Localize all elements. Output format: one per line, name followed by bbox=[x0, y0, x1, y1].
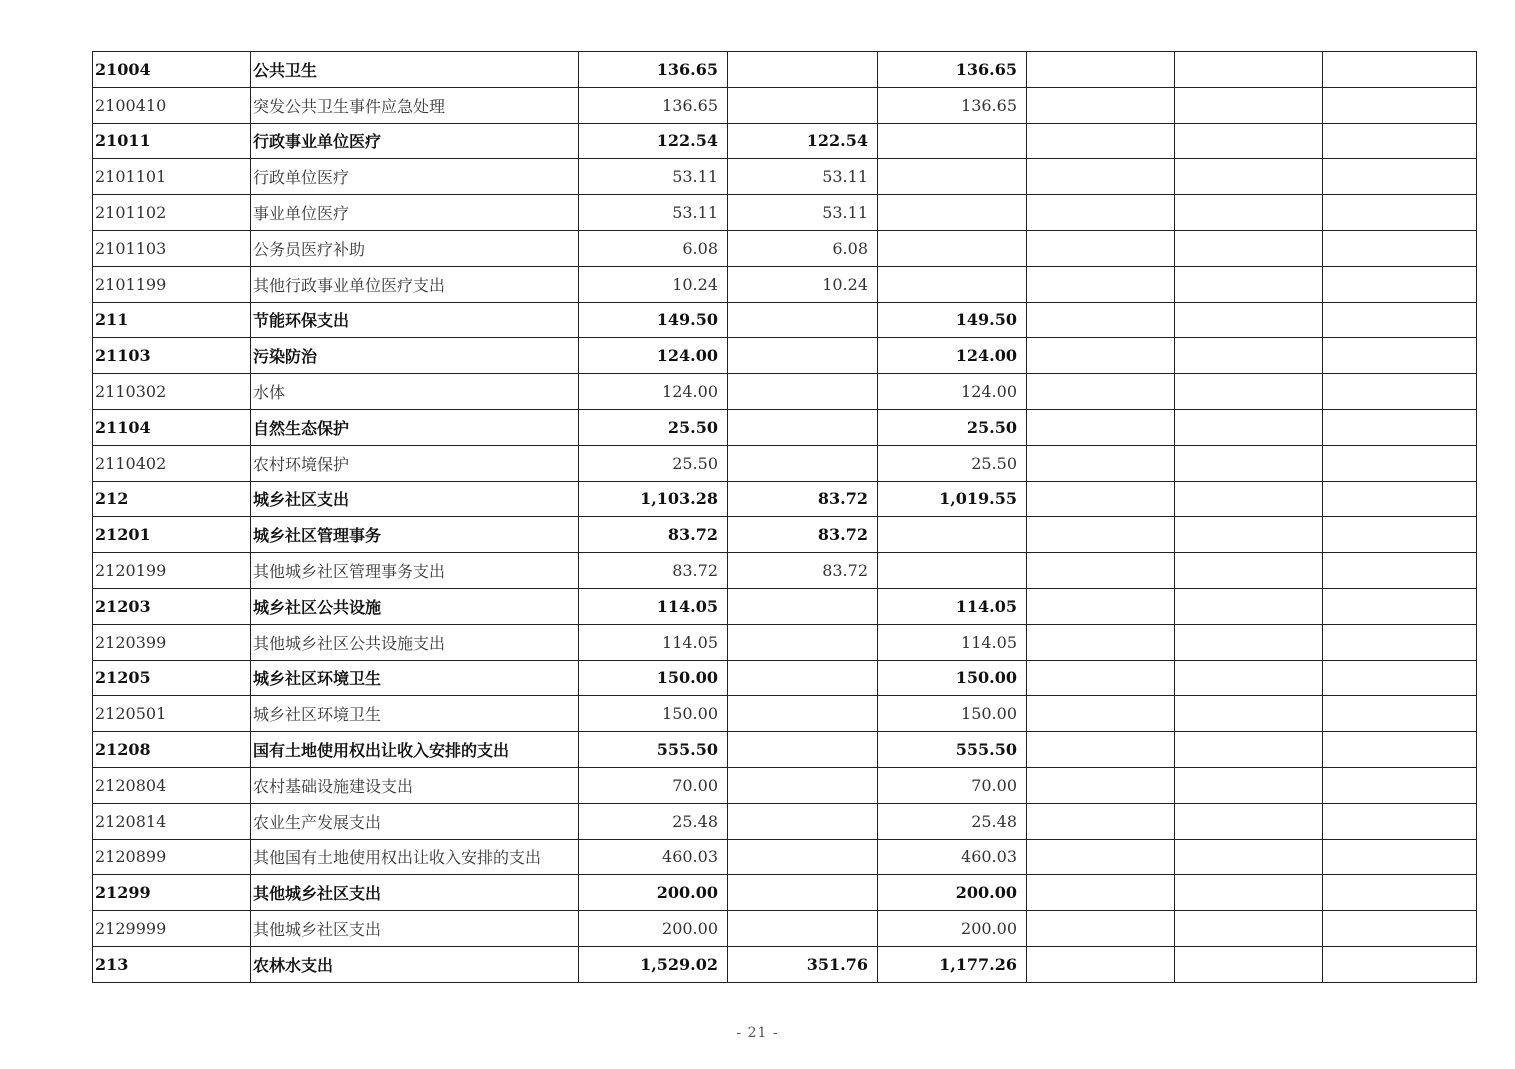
table-row bbox=[93, 624, 1477, 660]
account-code-cell: 2101102 bbox=[93, 195, 251, 231]
column-7-cell bbox=[1175, 195, 1323, 231]
table-row bbox=[93, 875, 1477, 911]
account-name-cell: 公共卫生 bbox=[251, 52, 579, 88]
column-8-cell bbox=[1323, 302, 1477, 338]
total-cell: 149.50 bbox=[579, 302, 728, 338]
total-cell: 150.00 bbox=[579, 696, 728, 732]
table-row bbox=[93, 803, 1477, 839]
project-expenditure-cell: 136.65 bbox=[878, 52, 1027, 88]
account-name-cell: 其他城乡社区管理事务支出 bbox=[251, 553, 579, 589]
column-6-cell bbox=[1027, 338, 1175, 374]
project-expenditure-cell: 460.03 bbox=[878, 839, 1027, 875]
column-6-cell bbox=[1027, 767, 1175, 803]
basic-expenditure-cell bbox=[728, 409, 878, 445]
project-expenditure-cell bbox=[878, 517, 1027, 553]
column-6-cell bbox=[1027, 946, 1175, 982]
column-8-cell bbox=[1323, 732, 1477, 768]
total-cell: 83.72 bbox=[579, 553, 728, 589]
basic-expenditure-cell bbox=[728, 875, 878, 911]
column-7-cell bbox=[1175, 767, 1323, 803]
total-cell: 124.00 bbox=[579, 374, 728, 410]
column-7-cell bbox=[1175, 624, 1323, 660]
account-name-cell: 农林水支出 bbox=[251, 946, 579, 982]
column-8-cell bbox=[1323, 696, 1477, 732]
column-7-cell bbox=[1175, 803, 1323, 839]
account-code-cell: 2110302 bbox=[93, 374, 251, 410]
table-row bbox=[93, 946, 1477, 982]
column-7-cell bbox=[1175, 123, 1323, 159]
project-expenditure-cell bbox=[878, 159, 1027, 195]
column-6-cell bbox=[1027, 87, 1175, 123]
column-8-cell bbox=[1323, 445, 1477, 481]
basic-expenditure-cell: 53.11 bbox=[728, 159, 878, 195]
total-cell: 114.05 bbox=[579, 624, 728, 660]
basic-expenditure-cell: 83.72 bbox=[728, 553, 878, 589]
column-7-cell bbox=[1175, 87, 1323, 123]
table-row bbox=[93, 52, 1477, 88]
column-8-cell bbox=[1323, 946, 1477, 982]
table-row bbox=[93, 911, 1477, 947]
column-7-cell bbox=[1175, 266, 1323, 302]
basic-expenditure-cell bbox=[728, 338, 878, 374]
account-name-cell: 突发公共卫生事件应急处理 bbox=[251, 87, 579, 123]
account-code-cell: 21011 bbox=[93, 123, 251, 159]
total-cell: 10.24 bbox=[579, 266, 728, 302]
column-7-cell bbox=[1175, 230, 1323, 266]
account-name-cell: 城乡社区支出 bbox=[251, 481, 579, 517]
total-cell: 25.50 bbox=[579, 409, 728, 445]
project-expenditure-cell bbox=[878, 553, 1027, 589]
column-8-cell bbox=[1323, 195, 1477, 231]
column-6-cell bbox=[1027, 409, 1175, 445]
project-expenditure-cell bbox=[878, 266, 1027, 302]
column-8-cell bbox=[1323, 52, 1477, 88]
basic-expenditure-cell bbox=[728, 732, 878, 768]
account-code-cell: 211 bbox=[93, 302, 251, 338]
basic-expenditure-cell bbox=[728, 588, 878, 624]
table-row bbox=[93, 87, 1477, 123]
account-code-cell: 21203 bbox=[93, 588, 251, 624]
account-name-cell: 农村环境保护 bbox=[251, 445, 579, 481]
column-7-cell bbox=[1175, 374, 1323, 410]
account-code-cell: 21201 bbox=[93, 517, 251, 553]
column-8-cell bbox=[1323, 87, 1477, 123]
total-cell: 25.50 bbox=[579, 445, 728, 481]
column-6-cell bbox=[1027, 696, 1175, 732]
basic-expenditure-cell: 10.24 bbox=[728, 266, 878, 302]
column-7-cell bbox=[1175, 839, 1323, 875]
project-expenditure-cell bbox=[878, 230, 1027, 266]
column-7-cell bbox=[1175, 696, 1323, 732]
table-row bbox=[93, 159, 1477, 195]
basic-expenditure-cell bbox=[728, 445, 878, 481]
column-7-cell bbox=[1175, 302, 1323, 338]
table-row bbox=[93, 588, 1477, 624]
column-8-cell bbox=[1323, 767, 1477, 803]
column-8-cell bbox=[1323, 409, 1477, 445]
table-row bbox=[93, 338, 1477, 374]
project-expenditure-cell: 25.50 bbox=[878, 445, 1027, 481]
account-code-cell: 212 bbox=[93, 481, 251, 517]
column-6-cell bbox=[1027, 732, 1175, 768]
column-6-cell bbox=[1027, 588, 1175, 624]
column-6-cell bbox=[1027, 517, 1175, 553]
column-7-cell bbox=[1175, 159, 1323, 195]
basic-expenditure-cell bbox=[728, 52, 878, 88]
total-cell: 150.00 bbox=[579, 660, 728, 696]
total-cell: 83.72 bbox=[579, 517, 728, 553]
table-row bbox=[93, 839, 1477, 875]
project-expenditure-cell: 124.00 bbox=[878, 338, 1027, 374]
project-expenditure-cell bbox=[878, 123, 1027, 159]
column-8-cell bbox=[1323, 624, 1477, 660]
column-8-cell bbox=[1323, 266, 1477, 302]
account-name-cell: 其他城乡社区支出 bbox=[251, 911, 579, 947]
column-6-cell bbox=[1027, 52, 1175, 88]
total-cell: 25.48 bbox=[579, 803, 728, 839]
basic-expenditure-cell: 122.54 bbox=[728, 123, 878, 159]
column-6-cell bbox=[1027, 123, 1175, 159]
table-row bbox=[93, 660, 1477, 696]
account-name-cell: 自然生态保护 bbox=[251, 409, 579, 445]
total-cell: 200.00 bbox=[579, 875, 728, 911]
column-6-cell bbox=[1027, 230, 1175, 266]
column-8-cell bbox=[1323, 123, 1477, 159]
table-row bbox=[93, 266, 1477, 302]
account-code-cell: 2101199 bbox=[93, 266, 251, 302]
basic-expenditure-cell bbox=[728, 624, 878, 660]
basic-expenditure-cell bbox=[728, 803, 878, 839]
column-8-cell bbox=[1323, 875, 1477, 911]
column-6-cell bbox=[1027, 553, 1175, 589]
column-8-cell bbox=[1323, 660, 1477, 696]
account-name-cell: 事业单位医疗 bbox=[251, 195, 579, 231]
account-name-cell: 城乡社区环境卫生 bbox=[251, 696, 579, 732]
project-expenditure-cell: 25.48 bbox=[878, 803, 1027, 839]
account-name-cell: 公务员医疗补助 bbox=[251, 230, 579, 266]
total-cell: 70.00 bbox=[579, 767, 728, 803]
column-6-cell bbox=[1027, 302, 1175, 338]
column-6-cell bbox=[1027, 374, 1175, 410]
basic-expenditure-cell: 6.08 bbox=[728, 230, 878, 266]
account-code-cell: 2120814 bbox=[93, 803, 251, 839]
account-code-cell: 2101103 bbox=[93, 230, 251, 266]
project-expenditure-cell: 200.00 bbox=[878, 875, 1027, 911]
account-name-cell: 其他行政事业单位医疗支出 bbox=[251, 266, 579, 302]
column-8-cell bbox=[1323, 159, 1477, 195]
project-expenditure-cell: 25.50 bbox=[878, 409, 1027, 445]
project-expenditure-cell: 150.00 bbox=[878, 660, 1027, 696]
table-row bbox=[93, 123, 1477, 159]
total-cell: 136.65 bbox=[579, 52, 728, 88]
project-expenditure-cell bbox=[878, 195, 1027, 231]
total-cell: 122.54 bbox=[579, 123, 728, 159]
account-code-cell: 21103 bbox=[93, 338, 251, 374]
table-row bbox=[93, 230, 1477, 266]
account-code-cell: 2120199 bbox=[93, 553, 251, 589]
account-code-cell: 2120804 bbox=[93, 767, 251, 803]
column-8-cell bbox=[1323, 911, 1477, 947]
column-7-cell bbox=[1175, 732, 1323, 768]
column-8-cell bbox=[1323, 481, 1477, 517]
account-code-cell: 2120899 bbox=[93, 839, 251, 875]
account-name-cell: 其他城乡社区支出 bbox=[251, 875, 579, 911]
total-cell: 53.11 bbox=[579, 159, 728, 195]
column-6-cell bbox=[1027, 875, 1175, 911]
account-name-cell: 城乡社区管理事务 bbox=[251, 517, 579, 553]
account-code-cell: 21299 bbox=[93, 875, 251, 911]
basic-expenditure-cell: 53.11 bbox=[728, 195, 878, 231]
column-7-cell bbox=[1175, 946, 1323, 982]
account-name-cell: 农村基础设施建设支出 bbox=[251, 767, 579, 803]
account-name-cell: 国有土地使用权出让收入安排的支出 bbox=[251, 732, 579, 768]
total-cell: 6.08 bbox=[579, 230, 728, 266]
account-code-cell: 2120399 bbox=[93, 624, 251, 660]
account-name-cell: 水体 bbox=[251, 374, 579, 410]
basic-expenditure-cell bbox=[728, 696, 878, 732]
project-expenditure-cell: 136.65 bbox=[878, 87, 1027, 123]
table-row bbox=[93, 302, 1477, 338]
account-name-cell: 行政事业单位医疗 bbox=[251, 123, 579, 159]
column-7-cell bbox=[1175, 875, 1323, 911]
basic-expenditure-cell bbox=[728, 911, 878, 947]
column-8-cell bbox=[1323, 517, 1477, 553]
project-expenditure-cell: 114.05 bbox=[878, 588, 1027, 624]
column-6-cell bbox=[1027, 159, 1175, 195]
account-code-cell: 213 bbox=[93, 946, 251, 982]
total-cell: 53.11 bbox=[579, 195, 728, 231]
total-cell: 555.50 bbox=[579, 732, 728, 768]
table-row bbox=[93, 696, 1477, 732]
table-body bbox=[93, 52, 1477, 983]
basic-expenditure-cell bbox=[728, 660, 878, 696]
column-7-cell bbox=[1175, 338, 1323, 374]
project-expenditure-cell: 1,177.26 bbox=[878, 946, 1027, 982]
basic-expenditure-cell bbox=[728, 302, 878, 338]
project-expenditure-cell: 150.00 bbox=[878, 696, 1027, 732]
account-code-cell: 21205 bbox=[93, 660, 251, 696]
column-6-cell bbox=[1027, 481, 1175, 517]
table-row bbox=[93, 195, 1477, 231]
table-row bbox=[93, 481, 1477, 517]
account-code-cell: 21208 bbox=[93, 732, 251, 768]
total-cell: 1,103.28 bbox=[579, 481, 728, 517]
column-6-cell bbox=[1027, 195, 1175, 231]
column-7-cell bbox=[1175, 517, 1323, 553]
account-code-cell: 2110402 bbox=[93, 445, 251, 481]
project-expenditure-cell: 1,019.55 bbox=[878, 481, 1027, 517]
total-cell: 136.65 bbox=[579, 87, 728, 123]
column-8-cell bbox=[1323, 588, 1477, 624]
column-6-cell bbox=[1027, 266, 1175, 302]
column-6-cell bbox=[1027, 911, 1175, 947]
account-code-cell: 21104 bbox=[93, 409, 251, 445]
column-7-cell bbox=[1175, 52, 1323, 88]
total-cell: 114.05 bbox=[579, 588, 728, 624]
total-cell: 1,529.02 bbox=[579, 946, 728, 982]
column-6-cell bbox=[1027, 445, 1175, 481]
table-row bbox=[93, 732, 1477, 768]
column-7-cell bbox=[1175, 911, 1323, 947]
column-7-cell bbox=[1175, 588, 1323, 624]
account-code-cell: 2100410 bbox=[93, 87, 251, 123]
basic-expenditure-cell bbox=[728, 767, 878, 803]
account-name-cell: 污染防治 bbox=[251, 338, 579, 374]
column-8-cell bbox=[1323, 338, 1477, 374]
column-6-cell bbox=[1027, 839, 1175, 875]
total-cell: 124.00 bbox=[579, 338, 728, 374]
column-8-cell bbox=[1323, 839, 1477, 875]
column-7-cell bbox=[1175, 553, 1323, 589]
account-name-cell: 城乡社区环境卫生 bbox=[251, 660, 579, 696]
table-row bbox=[93, 767, 1477, 803]
table-row bbox=[93, 517, 1477, 553]
account-name-cell: 城乡社区公共设施 bbox=[251, 588, 579, 624]
project-expenditure-cell: 70.00 bbox=[878, 767, 1027, 803]
account-name-cell: 其他城乡社区公共设施支出 bbox=[251, 624, 579, 660]
total-cell: 460.03 bbox=[579, 839, 728, 875]
basic-expenditure-cell bbox=[728, 839, 878, 875]
column-6-cell bbox=[1027, 624, 1175, 660]
account-name-cell: 节能环保支出 bbox=[251, 302, 579, 338]
basic-expenditure-cell: 83.72 bbox=[728, 517, 878, 553]
account-code-cell: 2129999 bbox=[93, 911, 251, 947]
account-code-cell: 2120501 bbox=[93, 696, 251, 732]
project-expenditure-cell: 149.50 bbox=[878, 302, 1027, 338]
table-row bbox=[93, 374, 1477, 410]
column-8-cell bbox=[1323, 553, 1477, 589]
table-row bbox=[93, 553, 1477, 589]
column-7-cell bbox=[1175, 409, 1323, 445]
account-code-cell: 2101101 bbox=[93, 159, 251, 195]
column-7-cell bbox=[1175, 660, 1323, 696]
table-row bbox=[93, 409, 1477, 445]
project-expenditure-cell: 114.05 bbox=[878, 624, 1027, 660]
column-7-cell bbox=[1175, 481, 1323, 517]
project-expenditure-cell: 124.00 bbox=[878, 374, 1027, 410]
table-row bbox=[93, 445, 1477, 481]
budget-table bbox=[92, 51, 1477, 983]
basic-expenditure-cell bbox=[728, 87, 878, 123]
total-cell: 200.00 bbox=[579, 911, 728, 947]
project-expenditure-cell: 200.00 bbox=[878, 911, 1027, 947]
account-name-cell: 农业生产发展支出 bbox=[251, 803, 579, 839]
column-6-cell bbox=[1027, 803, 1175, 839]
basic-expenditure-cell: 351.76 bbox=[728, 946, 878, 982]
account-name-cell: 行政单位医疗 bbox=[251, 159, 579, 195]
basic-expenditure-cell: 83.72 bbox=[728, 481, 878, 517]
page-number: - 21 - bbox=[736, 1025, 779, 1041]
account-name-cell: 其他国有土地使用权出让收入安排的支出 bbox=[251, 839, 579, 875]
column-8-cell bbox=[1323, 374, 1477, 410]
account-code-cell: 21004 bbox=[93, 52, 251, 88]
column-6-cell bbox=[1027, 660, 1175, 696]
basic-expenditure-cell bbox=[728, 374, 878, 410]
column-8-cell bbox=[1323, 803, 1477, 839]
project-expenditure-cell: 555.50 bbox=[878, 732, 1027, 768]
column-7-cell bbox=[1175, 445, 1323, 481]
column-8-cell bbox=[1323, 230, 1477, 266]
